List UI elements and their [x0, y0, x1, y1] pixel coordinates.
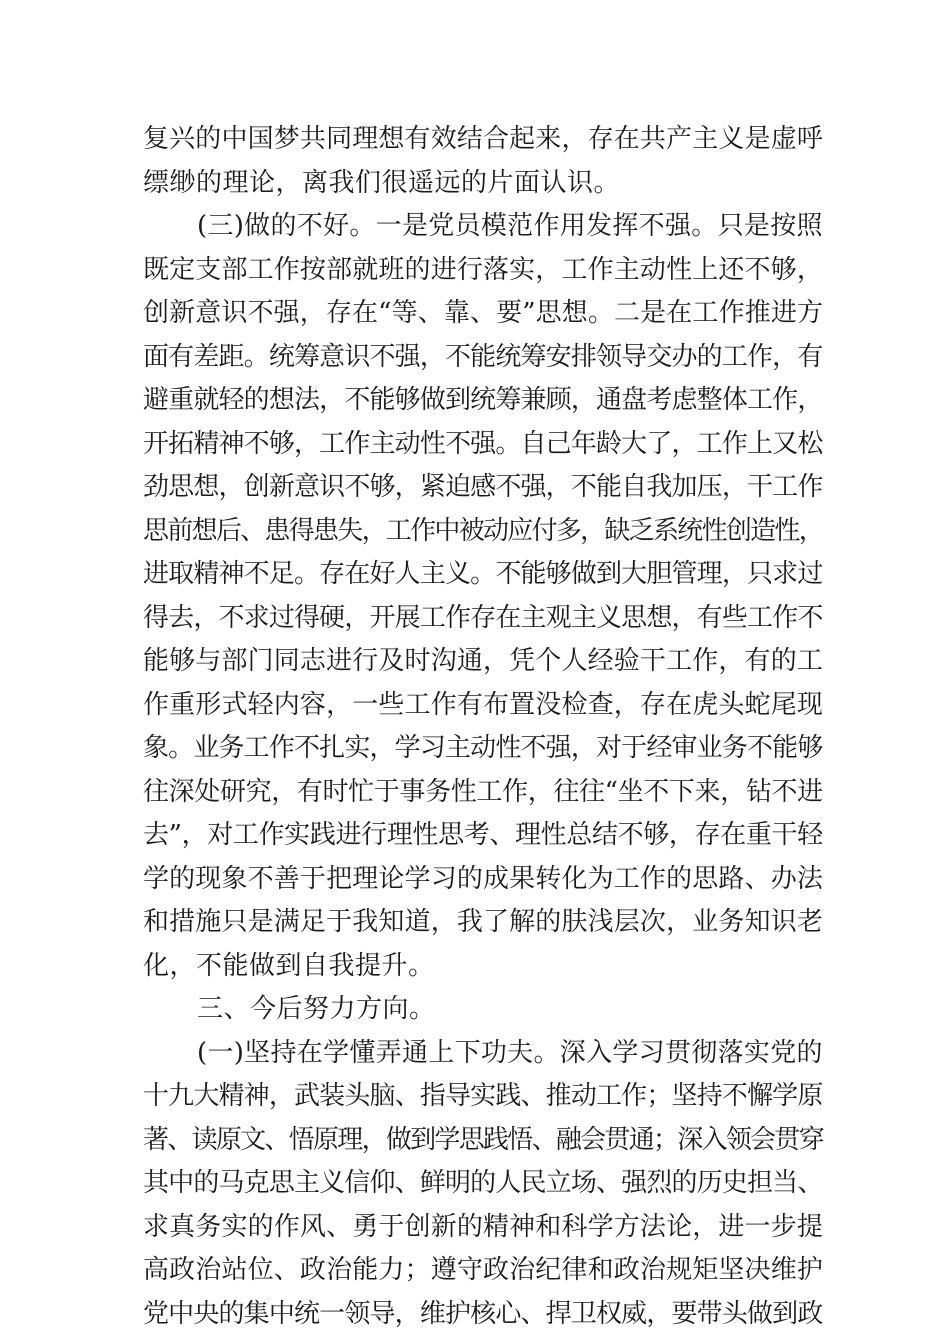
text-line: 面有差距。统筹意识不强，不能统筹安排领导交办的工作，有 — [143, 341, 823, 372]
text-line: 三、今后努力方向。 — [197, 994, 436, 1024]
text-line: 既定支部工作按部就班的进行落实，工作主动性上还不够， — [143, 254, 824, 285]
text-line: (三)做的不好。一是党员模范作用发挥不强。只是按照 — [197, 211, 823, 241]
text-line: 避重就轻的想法，不能够做到统筹兼顾，通盘考虑整体工作， — [143, 385, 823, 415]
text-line: 和措施只是满足于我知道，我了解的肤浅层次，业务知识老 — [143, 907, 824, 937]
text-line: 得去，不求过得硬，开展工作存在主观主义思想，有些工作不 — [143, 602, 823, 633]
text-line: 作重形式轻内容，一些工作有布置没检查，存在虎头蛇尾现 — [143, 689, 824, 720]
text-line: 十九大精神，武装头脑、指导实践、推动工作；坚持不懈学原 — [143, 1081, 823, 1111]
text-line: 思前想后、患得患失，工作中被动应付多，缺乏系统性创造性， — [143, 515, 824, 546]
text-line: 去”，对工作实践进行理性思考、理性总结不够，存在重干轻 — [143, 820, 823, 850]
text-line: 党中央的集中统一领导，维护核心、捍卫权威，要带头做到政 — [143, 1298, 823, 1329]
text-line: 求真务实的作风、勇于创新的精神和科学方法论，进一步提 — [143, 1211, 824, 1242]
text-line: 化，不能做到自我提升。 — [143, 950, 435, 981]
text-line: 其中的马克思主义信仰、鲜明的人民立场、强烈的历史担当、 — [143, 1168, 823, 1198]
text-line: 能够与部门同志进行及时沟通，凭个人经验干工作，有的工 — [143, 646, 824, 676]
text-line: 缥缈的理论，离我们很遥远的片面认识。 — [143, 167, 621, 198]
text-line: 复兴的中国梦共同理想有效结合起来，存在共产主义是虚呼 — [143, 124, 824, 154]
text-line: 学的现象不善于把理论学习的成果转化为工作的思路、办法 — [143, 863, 824, 894]
text-line: (一)坚持在学懂弄通上下功夫。深入学习贯彻落实党的 — [197, 1037, 823, 1068]
text-line: 象。业务工作不扎实，学习主动性不强，对于经审业务不能够 — [143, 733, 823, 763]
text-line: 进取精神不足。存在好人主义。不能够做到大胆管理，只求过 — [143, 559, 823, 589]
text-line: 著、读原文、悟原理，做到学思践悟、融会贯通；深入领会贯穿 — [143, 1124, 824, 1155]
text-line: 创新意识不强，存在“等、靠、要”思想。二是在工作推进方 — [143, 298, 824, 328]
text-line: 开拓精神不够，工作主动性不强。自己年龄大了，工作上又松 — [143, 428, 823, 459]
text-line: 劲思想，创新意识不够，紧迫感不强，不能自我加压，干工作 — [143, 472, 823, 502]
text-line: 往深处研究，有时忙于事务性工作，往往“坐不下来，钻不进 — [143, 776, 823, 807]
text-line: 高政治站位、政治能力；遵守政治纪律和政治规矩坚决维护 — [143, 1255, 824, 1285]
document-body — [143, 118, 823, 1336]
